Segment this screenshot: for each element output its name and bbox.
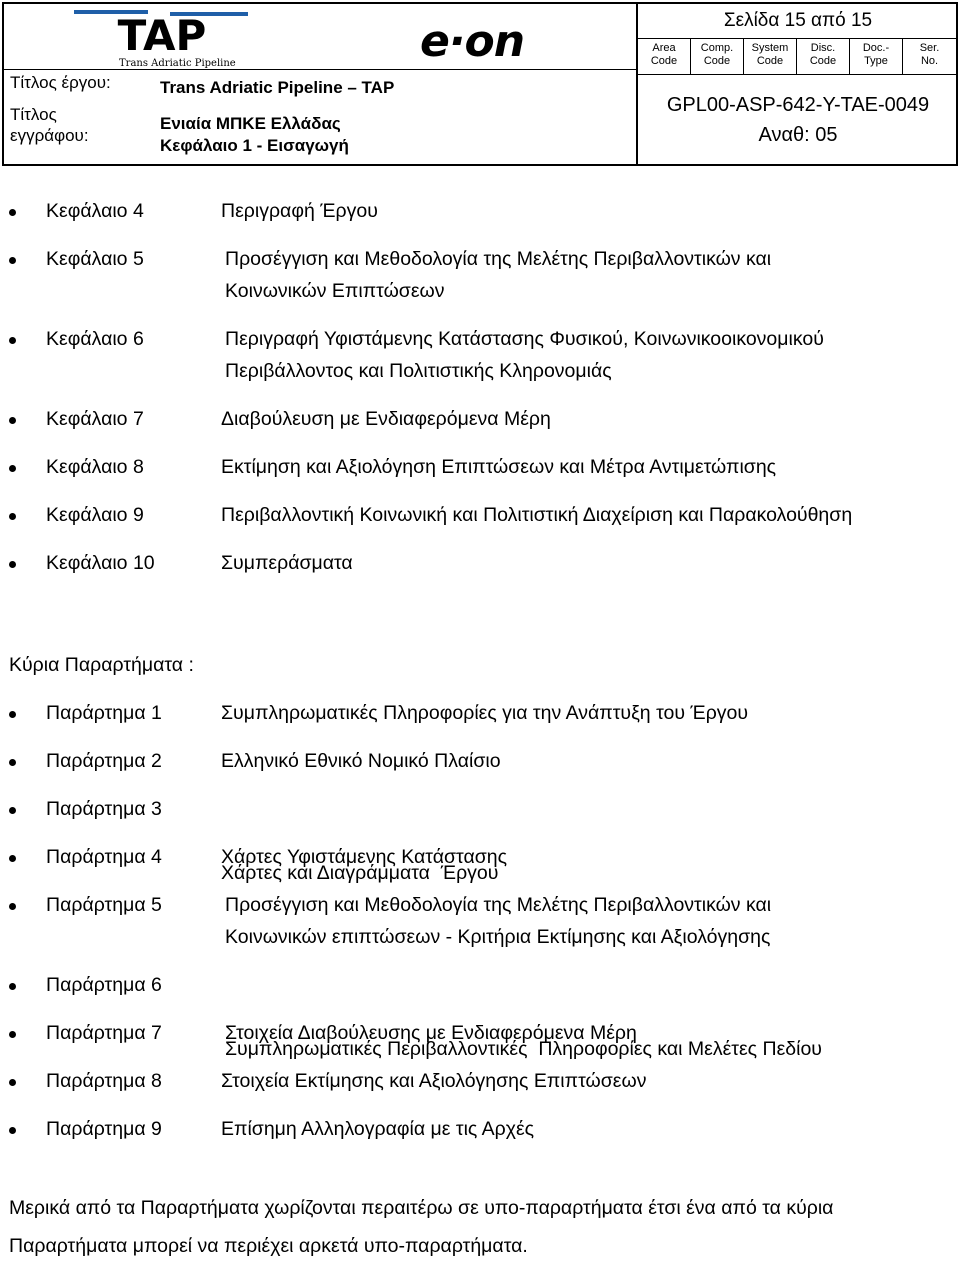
bullet-icon [9,513,16,520]
code-col-line: Area [652,42,676,54]
annex-label: Παράρτημα 8 [46,1070,162,1092]
annex-title [221,841,951,873]
project-title-value: Trans Adriatic Pipeline – TAP [160,78,395,97]
code-col-line: Code [650,55,678,67]
bullet-icon [9,1031,16,1038]
annex-title-line: Επίσημη Αλληλογραφία με τις Αρχές [221,1118,535,1140]
annex-label: Παράρτημα 3 [46,798,162,820]
bullet-icon [9,1079,16,1086]
document-header [2,2,958,166]
code-col-line: Code [756,55,784,67]
code-col-line: Type [864,55,888,67]
chapter-title [221,403,951,435]
document-title-label-line2: εγγράφου: [10,126,89,145]
annex-title-line: Κοινωνικών επιπτώσεων - Κριτήρια Εκτίμησης και Αξιολόγησης [225,926,771,948]
annex-title [221,1065,951,1097]
chapter-title-line: Περιγραφή Υφιστάμενης Κατάστασης Φυσικού, Κοινωνικοοικονομικού [225,328,824,350]
header-border-bottom [2,164,958,166]
annex-title [225,1017,955,1049]
annex-label: Παράρτημα 5 [46,894,162,916]
chapter-label: Κεφάλαιο 5 [46,248,144,270]
code-col-line: Comp. [700,42,734,54]
annex-label: Παράρτημα 6 [46,974,162,996]
bullet-icon [9,257,16,264]
bullet-icon [9,1127,16,1134]
bullet-icon [9,759,16,766]
bullet-icon [9,561,16,568]
annex-title [225,969,955,1129]
revision: Αναθ: 05 [758,124,838,146]
chapter-label: Κεφάλαιο 6 [46,328,144,350]
annex-label: Παράρτημα 9 [46,1118,162,1140]
eon-logo-text: e·on [420,16,525,67]
tap-logo [74,10,256,68]
annex-label: Παράρτημα 1 [46,702,162,724]
eon-logo [420,16,524,67]
code-col-comp [691,42,743,74]
chapter-title-line: Προσέγγιση και Μεθοδολογία της Μελέτης Περιβαλλοντικών και [225,248,772,270]
chapter-title-line: Συμπεράσματα [221,552,353,574]
bullet-icon [9,465,16,472]
chapter-label: Κεφάλαιο 7 [46,408,144,430]
annex-title-line: Στοιχεία Διαβούλευσης με Ενδιαφερόμενα Μέρη [225,1022,637,1044]
chapter-label: Κεφάλαιο 8 [46,456,144,478]
annex-label: Παράρτημα 7 [46,1022,162,1044]
code-col-line: Code [703,55,731,67]
annex-title-line: Στοιχεία Εκτίμησης και Αξιολόγησης Επιπτώσεων [221,1070,647,1092]
annex-label: Παράρτημα 2 [46,750,162,772]
closing-paragraph-line2: Παραρτήματα μπορεί να περιέχει αρκετά υπο-παραρτήματα. [9,1235,528,1257]
bullet-icon [9,209,16,216]
chapter-title-line: Διαβούλευση με Ενδιαφερόμενα Μέρη [221,408,551,430]
chapter-title [221,451,951,483]
bullet-icon [9,807,16,814]
header-border-left [2,2,4,166]
code-col-serno [903,42,956,74]
code-col-doctype [850,42,902,74]
bullet-icon [9,903,16,910]
bullet-icon [9,337,16,344]
chapter-title-line: Περιβαλλοντική Κοινωνική και Πολιτιστική Διαχείριση και Παρακολούθηση [221,504,853,526]
chapter-title [221,499,951,531]
annex-title [221,1113,951,1145]
annexes-heading: Κύρια Παραρτήματα : [9,654,194,676]
chapter-label: Κεφάλαιο 10 [46,552,155,574]
document-code-block [638,90,958,150]
code-col-line: System [751,42,789,54]
closing-paragraph-line1: Μερικά από τα Παραρτήματα χωρίζονται περαιτέρω σε υπο-παραρτήματα έτσι ένα από τα κύρια [9,1197,834,1219]
chapter-title-line: Κοινωνικών Επιπτώσεων [225,280,445,302]
code-col-line: No. [920,55,939,67]
annex-title-line: Ελληνικό Εθνικό Νομικό Πλαίσιο [221,750,501,772]
chapter-title [221,195,951,227]
project-title-label: Τίτλος έργου: [10,73,111,92]
chapter-title [221,547,951,579]
annex-title [225,889,955,953]
annex-title-line: Χάρτες Υφιστάμενης Κατάστασης [221,846,507,868]
bullet-icon [9,983,16,990]
header-divider-codes [638,74,958,75]
annex-title-line: Προσέγγιση και Μεθοδολογία της Μελέτης Περιβαλλοντικών και [225,894,772,916]
tap-logo-subtitle: Trans Adriatic Pipeline [119,58,236,68]
chapter-title-line: Περιγραφή Έργου [221,200,378,222]
annex-title-line: Χάρτες και Διαγράμματα Έργου [221,862,499,884]
chapter-label: Κεφάλαιο 9 [46,504,144,526]
code-col-line: Disc. [810,42,836,54]
code-col-disc [797,42,849,74]
page-number: Σελίδα 15 από 15 [723,10,873,31]
chapter-title [225,243,955,307]
tap-logo-text: TAP [117,11,207,60]
bullet-icon [9,417,16,424]
document-title-line1: Ενιαία ΜΠΚΕ Ελλάδας [160,114,341,133]
annex-title [221,697,951,729]
chapter-title [225,323,955,387]
chapter-title-line: Εκτίμηση και Αξιολόγηση Επιπτώσεων και Μέτρα Αντιμετώπισης [221,456,777,478]
document-title-line2: Κεφάλαιο 1 - Εισαγωγή [160,136,349,155]
annex-title-line: Συμπληρωματικές Περιβαλλοντικές Πληροφορίες και Μελέτες Πεδίου [225,1038,822,1060]
annex-title [221,745,951,777]
code-col-line: Code [809,55,837,67]
document-title-label-line1: Τίτλος [10,105,57,124]
document-code: GPL00-ASP-642-Y-TAE-0049 [666,94,930,116]
chapter-title-line: Περιβάλλοντος και Πολιτιστικής Κληρονομιάς [225,360,612,382]
tap-logo-graphic [74,10,256,68]
code-col-area [638,42,690,74]
code-col-line: Doc.- [862,42,890,54]
annex-label: Παράρτημα 4 [46,846,162,868]
bullet-icon [9,711,16,718]
bullet-icon [9,855,16,862]
closing-paragraph [9,1189,954,1265]
annex-title-line: Συμπληρωματικές Πληροφορίες για την Ανάπτυξη του Έργου [221,702,749,724]
header-divider-logos [2,69,638,70]
chapter-label: Κεφάλαιο 4 [46,200,144,222]
code-col-system [744,42,796,74]
code-col-line: Ser. [919,42,940,54]
